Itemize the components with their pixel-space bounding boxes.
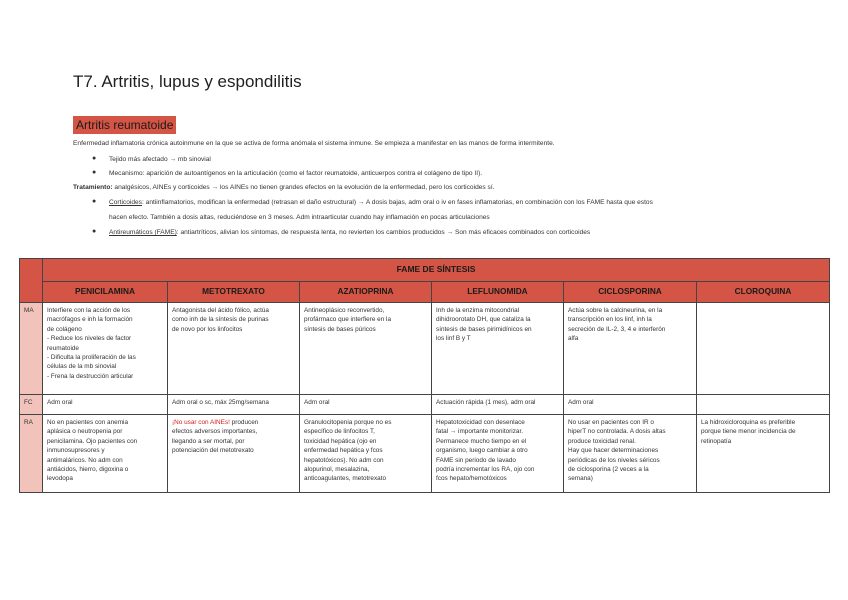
cell-text: síntesis de bases pirimidínicos en xyxy=(436,325,532,333)
table-row-ma xyxy=(20,303,830,395)
table-cell xyxy=(697,395,830,415)
drug-header: PENICILAMINA xyxy=(43,282,168,303)
treatment-label: Tratamiento: xyxy=(73,184,113,191)
cell-text: Adm oral xyxy=(47,399,73,406)
cell-text: retinopatía xyxy=(701,437,732,445)
table-cell xyxy=(43,415,168,493)
table-cell xyxy=(300,415,432,493)
table-cell-metotrexato-ra xyxy=(168,415,300,493)
drug-header-row xyxy=(20,282,830,303)
cell-text: - Dificulta la proliferación de las xyxy=(47,354,136,362)
cell-text: efectos adversos importantes, xyxy=(172,428,258,436)
cell-text: profármaco que interfiere en la xyxy=(304,316,392,324)
cell-text: potenciación del metotrexato xyxy=(172,447,254,455)
cell-text: levodopa xyxy=(47,475,73,483)
bullet-dot-icon: ● xyxy=(92,228,97,235)
bullet-fame xyxy=(92,228,591,236)
cell-text: podría incrementar los RA, ojo con xyxy=(436,466,535,474)
section-heading: Artritis reumatoide xyxy=(73,116,176,134)
table-cell xyxy=(43,303,168,395)
drug-header: CICLOSPORINA xyxy=(564,282,697,303)
table-cell xyxy=(697,415,830,493)
cell-text: específico de linfocitos T, xyxy=(304,428,375,436)
warning-text: ¡No usar con AINEs! xyxy=(172,419,230,426)
table-cell xyxy=(432,415,564,493)
cell-text: No en pacientes con anemia xyxy=(47,419,129,426)
row-label: RA xyxy=(20,415,43,493)
cell-text: toxicidad hepática (ojo en xyxy=(304,437,377,445)
bullet-dot-icon: ● xyxy=(92,198,97,205)
cell-text: Permanece mucho tiempo en el xyxy=(436,437,527,445)
bullet-corticoides xyxy=(92,198,653,206)
table-row-ra xyxy=(20,415,830,493)
table-cell xyxy=(300,395,432,415)
cell-text: anticoagulantes, metotrexato xyxy=(304,475,387,483)
drug-header: METOTREXATO xyxy=(168,282,300,303)
page-title: T7. Artritis, lupus y espondilitis xyxy=(73,72,302,91)
cell-text: Adm oral o sc, máx 25mg/semana xyxy=(172,399,269,406)
cell-text: - Reduce los niveles de factor xyxy=(47,335,132,343)
cell-text: hepatotóxicos). No adm con xyxy=(304,456,384,464)
cell-text: fatal → importante monitorizar. xyxy=(436,428,524,436)
cell-text: FAME sin periodo de lavado xyxy=(436,456,516,464)
table-cell xyxy=(432,303,564,395)
cell-text: penicilamina. Ojo pacientes con xyxy=(47,437,138,445)
cell-text: semana) xyxy=(568,475,593,483)
cell-text: de ciclosporina (2 veces a la xyxy=(568,466,649,474)
table-cell xyxy=(168,303,300,395)
cell-text: alfa xyxy=(568,335,579,343)
cell-text: inmunosupresores y xyxy=(47,447,105,455)
cell-text: transcripción en los linf, inh la xyxy=(568,316,652,324)
row-label: MA xyxy=(20,303,43,395)
cell-text: de novo por los linfocitos xyxy=(172,325,243,333)
table-corner xyxy=(20,259,43,303)
cell-text: los linf B y T xyxy=(436,335,471,343)
cell-text: Inh de la enzima mitocondrial xyxy=(436,307,520,314)
table-cell xyxy=(564,415,697,493)
cell-text: Granulocitopenia porque no es xyxy=(304,419,392,426)
cell-text: organismo, luego cambiar a otro xyxy=(436,447,528,455)
table-cell xyxy=(43,395,168,415)
table-cell xyxy=(697,303,830,395)
corticoides-continuation: hacen efecto. También a dosis altas, reduciéndose en 3 meses. Adm intraarticular cuando hay inflamación en pocas articulaciones xyxy=(109,214,490,221)
cell-text: antimaláricos. No adm con xyxy=(47,456,123,464)
cell-text: reumatoide xyxy=(47,344,79,352)
cell-text: secreción de IL-2, 3, 4 e interferón xyxy=(568,325,666,333)
cell-text: hiperT no controlada. A dosis altas xyxy=(568,428,666,436)
bullet-dot-icon: ● xyxy=(92,155,97,162)
cell-text: fcos hepato/hemotóxicos xyxy=(436,475,507,483)
cell-text: La hidroxicloroquina es preferible xyxy=(701,419,796,426)
table-cell xyxy=(300,303,432,395)
fame-table xyxy=(19,258,830,493)
table-cell xyxy=(168,395,300,415)
cell-text: Actúa sobre la calcineurina, en la xyxy=(568,307,663,314)
table-row-fc xyxy=(20,395,830,415)
corticoides-term: Corticoides xyxy=(109,199,142,206)
cell-text: aplásica o neutropenia por xyxy=(47,428,123,436)
cell-text: Antagonista del ácido fólico, actúa xyxy=(172,307,269,314)
table-group-title: FAME DE SÍNTESIS xyxy=(43,259,830,282)
cell-text: Interfiere con la acción de los xyxy=(47,307,131,314)
cell-text: porque tiene menor incidencia de xyxy=(701,428,796,436)
cell-text: Actuación rápida (1 mes), adm oral xyxy=(436,399,536,406)
cell-text: enfermedad hepática y fcos xyxy=(304,447,383,455)
bullet-mechanism xyxy=(92,169,483,177)
drug-header: LEFLUNOMIDA xyxy=(432,282,564,303)
cell-text: No usar en pacientes con IR o xyxy=(568,419,654,426)
table-cell xyxy=(564,395,697,415)
cell-text: Antineoplásico reconvertido, xyxy=(304,307,385,314)
cell-text: periódicas de los niveles séricos xyxy=(568,456,660,464)
cell-text: macrófagos e inh la formación xyxy=(47,316,133,324)
drug-header: AZATIOPRINA xyxy=(300,282,432,303)
treatment-paragraph xyxy=(73,184,495,191)
bullet-dot-icon: ● xyxy=(92,169,97,176)
cell-text: antiácidos, hierro, digoxina o xyxy=(47,466,129,474)
bullet-text: Tejido más afectado → mb sinovial xyxy=(109,156,211,163)
cell-text: síntesis de bases púricos xyxy=(304,325,376,333)
fame-term: Antireumáticos (FAME) xyxy=(109,229,177,236)
table-cell xyxy=(432,395,564,415)
cell-text: Hepatotoxicidad con desenlace xyxy=(436,419,525,426)
cell-text: - Frena la destrucción articular xyxy=(47,372,134,380)
cell-text: producen xyxy=(229,419,259,426)
cell-text: produce toxicidad renal. xyxy=(568,437,636,445)
fame-text: : antiartríticos, alivian los síntomas, de respuesta lenta, no revierten los cambios producidos → Son más eficaces combinados con corticoides xyxy=(176,229,591,236)
cell-text: Hay que hacer determinaciones xyxy=(568,447,659,455)
cell-text: de colágeno xyxy=(47,325,82,333)
cell-text: Adm oral xyxy=(304,399,330,406)
definition-text: Enfermedad inflamatoria crónica autoinmune en la que se activa de forma anómala el sistema inmune. Se empieza a manifestar en las manos de forma intermitente. xyxy=(73,140,555,147)
table-cell xyxy=(564,303,697,395)
corticoides-text: : antiinflamatorios, modifican la enfermedad (retrasan el daño estructural) → A dosis bajas, adm oral o iv en fases inflamatorias, en combinación con los FAME hasta que estos xyxy=(141,199,653,206)
bullet-tissue xyxy=(92,155,211,163)
cell-text: alopurinol, mesalazina, xyxy=(304,466,370,474)
cell-text: dihidroorotato DH, que cataliza la xyxy=(436,316,531,324)
cell-text: llegando a ser mortal, por xyxy=(172,437,245,445)
cell-text: células de la mb sinovial xyxy=(47,363,117,371)
cell-text: como inh de la síntesis de purinas xyxy=(172,316,269,324)
row-label: FC xyxy=(20,395,43,415)
bullet-text: Mecanismo: aparición de autoantígenos en la articulación (como el factor reumatoide, anticuerpos contra el colágeno de tipo II). xyxy=(109,170,483,177)
cell-text: Adm oral xyxy=(568,399,594,406)
treatment-text: analgésicos, AINEs y corticoides → los AINEs no tienen grandes efectos en la evolución de la enfermedad, pero los corticoides sí. xyxy=(112,184,495,191)
drug-header: CLOROQUINA xyxy=(697,282,830,303)
